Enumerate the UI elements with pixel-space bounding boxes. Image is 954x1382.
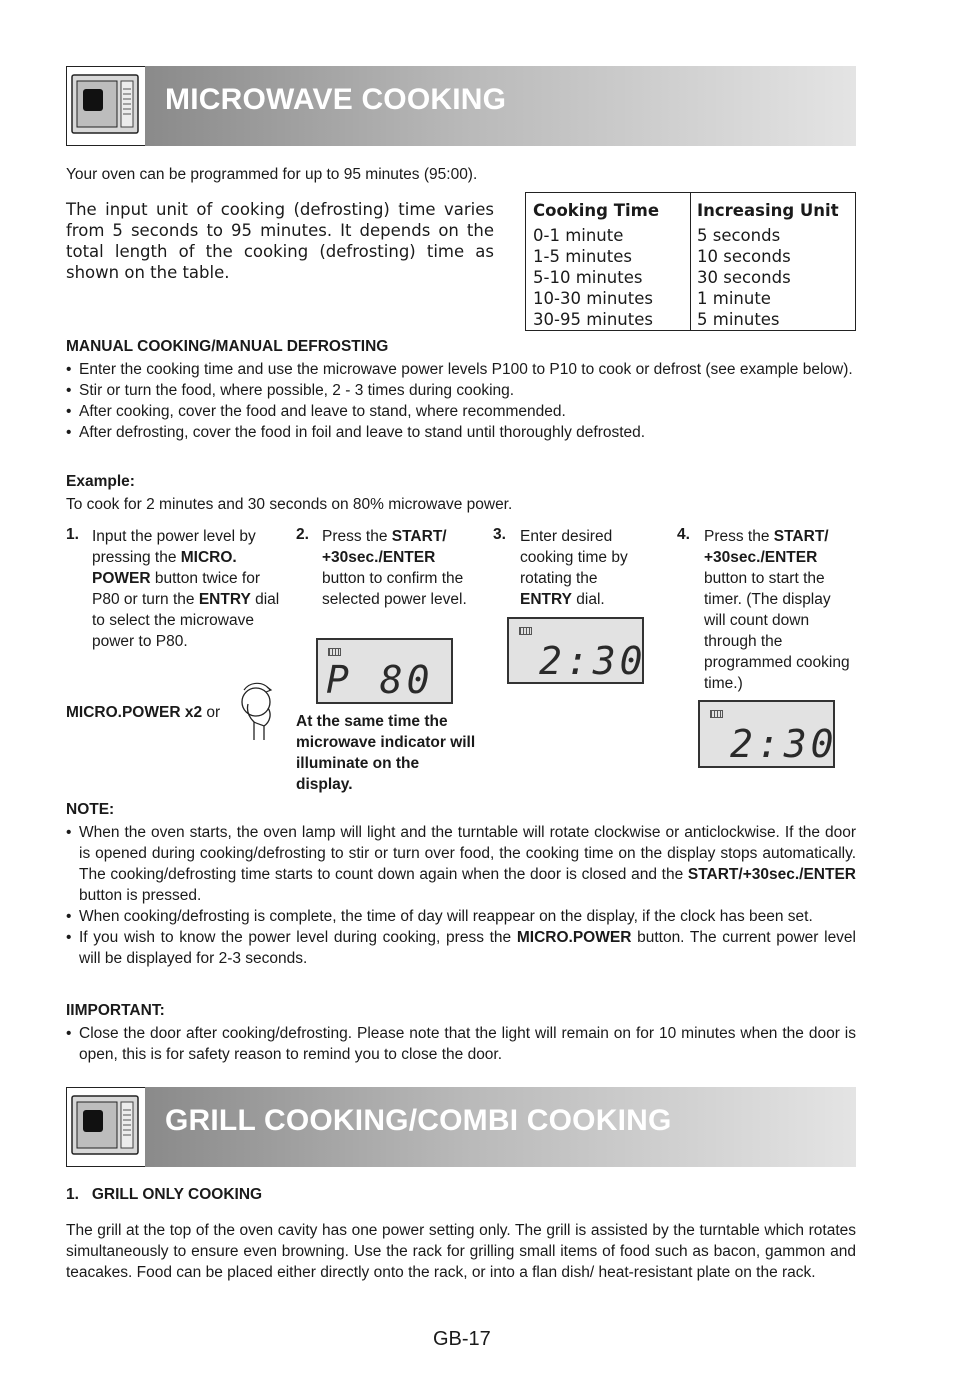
manual-bullet: • Stir or turn the food, where possible, 2 - 3 times during cooking. <box>66 380 856 401</box>
micro-power-label: MICRO.POWER x2 <box>66 704 203 721</box>
cooking-time-table <box>525 192 856 331</box>
intro-text: Your oven can be programmed for up to 95 minutes (95:00). <box>66 166 478 183</box>
table-row <box>527 309 856 330</box>
display-time-readout: 2:30 <box>730 722 838 766</box>
increasing-unit-cell: 5 minutes <box>697 310 780 329</box>
page-number: GB-17 <box>433 1328 491 1350</box>
cooking-time-cell: 10-30 minutes <box>533 289 653 308</box>
table-row <box>527 225 856 246</box>
microwave-indicator-icon <box>710 710 723 718</box>
important-bullet: • Close the door after cooking/defrosting. Please note that the light will remain on for 10 minutes when the door is open, this is for safety reason to remind you to close the door. <box>66 1023 856 1065</box>
section-banner-grill <box>66 1087 856 1167</box>
microwave-indicator-icon <box>519 627 532 635</box>
note-bullet: • When cooking/defrosting is complete, the time of day will reappear on the display, if the clock has been set. <box>66 906 856 927</box>
increasing-unit-cell: 10 seconds <box>697 247 791 266</box>
section-title: MICROWAVE COOKING <box>165 83 507 116</box>
indicator-note: At the same time the microwave indicator will illuminate on the display. <box>296 713 476 793</box>
step-4-text: Press the START/ +30sec./ENTER button to start the timer. (The display will count down through the programmed cooking time.) <box>704 528 850 692</box>
section-title: GRILL COOKING/COMBI COOKING <box>165 1104 672 1137</box>
display-time-readout: 2:30 <box>539 639 647 683</box>
step-3-number: 3. <box>493 526 506 543</box>
note-bullet-list <box>66 822 856 969</box>
input-unit-paragraph: The input unit of cooking (defrosting) time varies from 5 seconds to 95 minutes. It depends on the total length of the cooking (defrosting) time as shown on the table. <box>66 200 494 282</box>
table-row <box>527 288 856 309</box>
microwave-icon <box>66 66 146 146</box>
display-power-level <box>316 638 453 704</box>
step-4-number: 4. <box>677 526 690 543</box>
section-banner-microwave <box>66 66 856 146</box>
table-header-increasing-unit: Increasing Unit <box>697 201 839 220</box>
manual-bullet-list <box>66 359 856 443</box>
note-bullet: • If you wish to know the power level during cooking, press the MICRO.POWER button. The current power level will be displayed for 2-3 seconds. <box>66 927 856 969</box>
display-time-step4 <box>698 700 838 768</box>
step-3-text: Enter desired cooking time by rotating the ENTRY dial. <box>520 528 628 608</box>
step-1-text: Input the power level by pressing the MICRO. POWER button twice for P80 or turn the ENTRY dial to select the microwave power to P80. <box>92 528 280 650</box>
microwave-icon <box>66 1087 146 1167</box>
micro-power-instruction <box>66 702 220 723</box>
cooking-time-cell: 5-10 minutes <box>533 268 643 287</box>
important-bullet-list <box>66 1023 856 1065</box>
manual-heading: MANUAL COOKING/MANUAL DEFROSTING <box>66 338 389 355</box>
table-row <box>527 246 856 267</box>
cooking-time-cell: 30-95 minutes <box>533 310 653 329</box>
manual-bullet: • Enter the cooking time and use the microwave power levels P100 to P10 to cook or defrost (see example below). <box>66 359 856 380</box>
grill-heading: 1. GRILL ONLY COOKING <box>66 1186 263 1203</box>
manual-bullet: • After cooking, cover the food and leave to stand, where recommended. <box>66 401 856 422</box>
display-time-step3 <box>507 617 647 684</box>
table-row <box>527 267 856 288</box>
table-header-cooking-time: Cooking Time <box>533 201 660 220</box>
step-2-number: 2. <box>296 526 309 543</box>
increasing-unit-cell: 30 seconds <box>697 268 791 287</box>
note-heading: NOTE: <box>66 801 115 818</box>
increasing-unit-cell: 5 seconds <box>697 226 781 245</box>
microwave-indicator-icon <box>328 648 341 656</box>
increasing-unit-cell: 1 minute <box>697 289 771 308</box>
step-1-number: 1. <box>66 526 79 543</box>
step-2-text: Press the START/ +30sec./ENTER button to confirm the selected power level. <box>322 528 467 608</box>
example-text: To cook for 2 minutes and 30 seconds on 80% microwave power. <box>66 496 513 513</box>
example-heading: Example: <box>66 473 135 490</box>
cooking-time-cell: 0-1 minute <box>533 226 624 245</box>
grill-paragraph: The grill at the top of the oven cavity has one power setting only. The grill is assisted by the turntable which rotates simultaneously to ensure even browning. Use the rack for grilling small items of food such as bacon, gammon and teacakes. Food can be placed either directly onto the rack, or into a flan dish/ heat-resistant plate on the rack. <box>66 1222 856 1281</box>
manual-bullet: • After defrosting, cover the food in foil and leave to stand until thoroughly defrosted. <box>66 422 856 443</box>
cooking-time-cell: 1-5 minutes <box>533 247 632 266</box>
important-heading: IIMPORTANT: <box>66 1002 165 1019</box>
note-bullet: • When the oven starts, the oven lamp will light and the turntable will rotate clockwise or anticlockwise. If the door is opened during cooking/defrosting to stir or turn over food, the cooking time on the display stops automatically. The cooking/defrosting time starts to count down again when the door is closed and the START/+30sec./ENTER button is pressed. <box>66 822 856 906</box>
micro-power-or: or <box>206 704 221 721</box>
display-power-readout: P 80 <box>326 658 434 702</box>
hand-dial-icon <box>238 682 280 744</box>
